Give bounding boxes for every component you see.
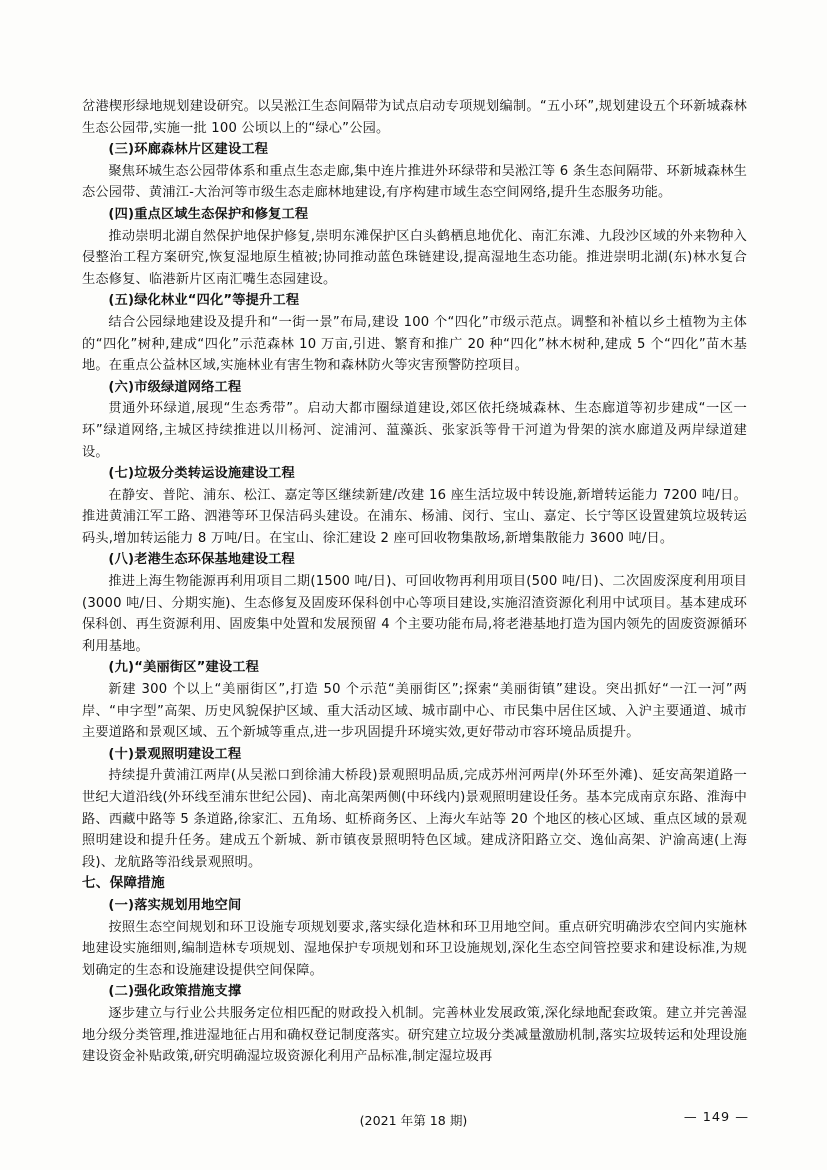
subsection-heading: (四)重点区域生态保护和修复工程 <box>108 206 309 222</box>
subsection-heading: (八)老港生态环保基地建设工程 <box>108 552 295 568</box>
body-paragraph: 推动崇明北湖自然保护地保护修复,崇明东滩保护区白头鹤栖息地优化、南汇东滩、九段沙区域的外来物种入侵整治工程方案研究,恢复湿地原生植被;协同推动蓝色珠链建设,提高湿地生态功能。推进崇明北湖(东)林水复合生态修复、临港新片区南汇嘴生态园建设。 <box>82 228 747 287</box>
subsection-heading: (十)景观照明建设工程 <box>108 746 242 762</box>
page-footer <box>0 1110 827 1132</box>
subsection-heading: (一)落实规划用地空间 <box>108 897 242 913</box>
subsection-heading: (七)垃圾分类转运设施建设工程 <box>108 466 295 482</box>
body-paragraph: 持续提升黄浦江两岸(从吴淞口到徐浦大桥段)景观照明品质,完成苏州河两岸(外环至外滩)、延安高架道路一世纪大道沿线(外环线至浦东世纪公园)、南北高架两侧(中环线内)景观照明建设任务。基本完成南京东路、淮海中路、西藏中路等 5 条道路,徐家汇、五角场、虹桥商务区、上海火车站等 20 个地区的核心区域、重点区域的景观照明建设和提升任务。建成五个新城、新市镇夜景照明特色区域。建成济阳路立交、逸仙高架、沪渝高速(上海段)、龙航路等沿线景观照明。 <box>82 768 747 870</box>
body-paragraph: 推进上海生物能源再利用项目二期(1500 吨/日)、可回收物再利用项目(500 吨/日)、二次固废深度利用项目(3000 吨/日、分期实施)、生态修复及固废环保科创中心等项目建设,实施沼渣资源化利用中试项目。基本建成环保科创、再生资源利用、固废集中处置和发展预留 4 个主要功能布局,将老港基地打造为国内领先的固废资源循环利用基地。 <box>82 574 747 654</box>
subsection-heading: (三)环廊森林片区建设工程 <box>108 142 269 158</box>
body-paragraph: 贯通外环绿道,展现“生态秀带”。启动大都市圈绿道建设,郊区依托绕城森林、生态廊道等初步建成“一区一环”绿道网络,主城区持续推进以川杨河、淀浦河、蕰藻浜、张家浜等骨干河道为骨架的滨水廊道及两岸绿道建设。 <box>82 401 747 460</box>
footer-issue: (2021 年第 18 期) <box>359 1113 468 1128</box>
subsection-heading: (六)市级绿道网络工程 <box>108 379 242 395</box>
subsection-heading: (九)“美丽街区”建设工程 <box>108 660 260 676</box>
document-body <box>82 96 747 1068</box>
subsection-heading: (五)绿化林业“四化”等提升工程 <box>108 293 300 309</box>
body-paragraph: 聚焦环城生态公园带体系和重点生态走廊,集中连片推进外环绿带和吴淞江等 6 条生态间隔带、环新城森林生态公园带、黄浦江-大治河等市级生态走廊林地建设,有序构建市域生态空间网络,提升生态服务功能。 <box>82 163 747 201</box>
body-paragraph: 在静安、普陀、浦东、松江、嘉定等区继续新建/改建 16 座生活垃圾中转设施,新增转运能力 7200 吨/日。推进黄浦江军工路、泗港等环卫保洁码头建设。在浦东、杨浦、闵行、宝山、嘉定、长宁等区设置建筑垃圾转运码头,增加转运能力 8 万吨/日。在宝山、徐汇建设 2 座可回收物集散场,新增集散能力 3600 吨/日。 <box>82 487 747 546</box>
subsection-heading: (二)强化政策措施支撑 <box>108 984 242 1000</box>
body-paragraph: 新建 300 个以上“美丽街区”,打造 50 个示范“美丽街区”;探索“美丽街镇”建设。突出抓好“一江一河”两岸、“申字型”高架、历史风貌保护区域、重大活动区域、城市副中心、市民集中居住区域、入沪主要通道、城市主要道路和景观区域、五个新城等重点,进一步巩固提升环境实效,更好带动市容环境品质提升。 <box>82 682 747 741</box>
body-paragraph: 逐步建立与行业公共服务定位相匹配的财政投入机制。完善林业发展政策,深化绿地配套政策。建立并完善湿地分级分类管理,推进湿地征占用和确权登记制度落实。研究建立垃圾分类减量激励机制,落实垃圾转运和处理设施建设资金补贴政策,研究明确湿垃圾资源化利用产品标准,制定湿垃圾再 <box>82 1005 747 1065</box>
body-paragraph: 岔港楔形绿地规划建设研究。以吴淞江生态间隔带为试点启动专项规划编制。“五小环”,规划建设五个环新城森林生态公园带,实施一批 100 公顷以上的“绿心”公园。 <box>82 99 747 136</box>
section-heading: 七、保障措施 <box>82 875 165 892</box>
footer-page-number: — 149 — <box>683 1110 749 1125</box>
body-paragraph: 结合公园绿地建设及提升和“一街一景”布局,建设 100 个“四化”市级示范点。调整和补植以乡土植物为主体的“四化”树种,建成“四化”示范森林 10 万亩,引进、繁育和推广 20 种“四化”林木树种,建成 5 个“四化”苗木基地。在重点公益林区域,实施林业有害生物和森林防火等灾害预警防控项目。 <box>82 314 747 374</box>
body-paragraph: 按照生态空间规划和环卫设施专项规划要求,落实绿化造林和环卫用地空间。重点研究明确涉农空间内实施林地建设实施细则,编制造林专项规划、湿地保护专项规划和环卫设施规划,深化生态空间管控要求和建设标准,为规划确定的生态和设施建设提供空间保障。 <box>82 919 747 978</box>
